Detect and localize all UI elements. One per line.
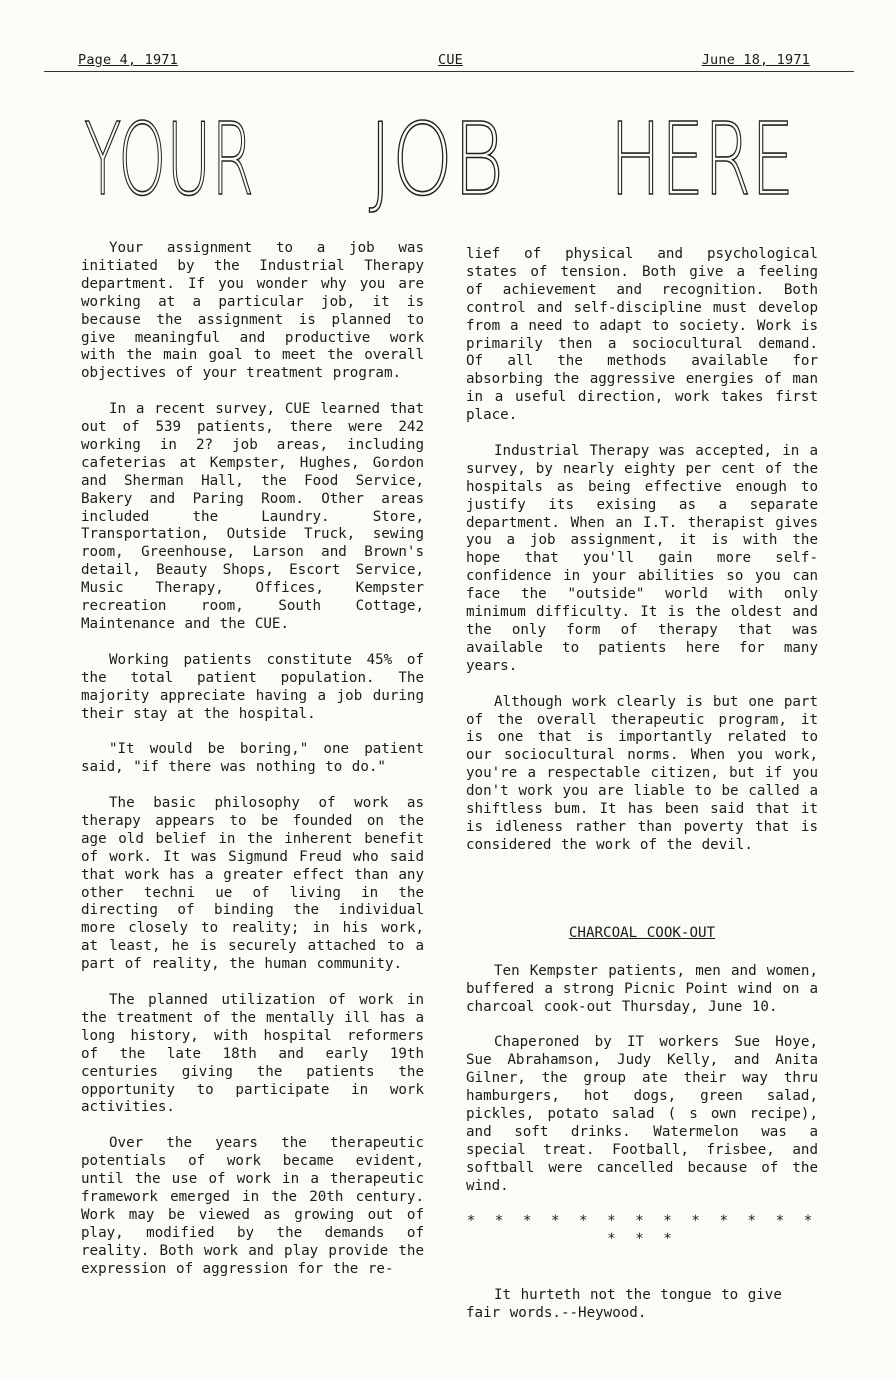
article-paragraph: "It would be boring," one patient said, "if there was nothing to do." — [81, 741, 424, 776]
article-paragraph: The planned utilization of work in the treatment of the mentally ill has a long history, with hospital reformers of the late 18th and early 19th centuries giving the patients the opportunity to participate in work activities. — [81, 991, 424, 1116]
article-paragraph: Industrial Therapy was accepted, in a survey, by nearly eighty per cent of the hospitals as being effective enough to justify its exising as a separate department. When an I.T. therapist gives you a job assignment, it is with the hope that you'll gain more self-confidence in your abilities so you can face the "outside" world with only minimum difficulty. It is the oldest and the only form of therapy that was available to patients here for many years. — [466, 442, 818, 674]
left-column — [81, 240, 424, 1296]
article-paragraph: In a recent survey, CUE learned that out of 539 patients, there were 242 working in 2? job areas, including cafeterias at Kempster, Hughes, Gordon and Sherman Hall, the Food Service, Bakery and Paring Room. Other areas included the Laundry. Store, Transportation, Outside Truck, sewing room, Greenhouse, Larson and Brown's detail, Beauty Shops, Escort Service, Music Therapy, Offices, Kempster recreation room, South Cottage, Maintenance and the CUE. — [81, 401, 424, 633]
header-rule — [44, 71, 854, 72]
page-header — [44, 52, 854, 72]
separator: * * * * * * * * * * * * * * * * — [466, 1213, 818, 1248]
right-column — [466, 246, 818, 1341]
headline-word-2: JOB — [369, 101, 504, 218]
cookout-title: CHARCOAL COOK-OUT — [568, 924, 716, 941]
article-paragraph: Over the years the therapeutic potentials of work became evident, until the use of work in a therapeutic framework emerged in the 20th century. Work may be viewed as growing out of play, modified by the demands of reality. Both work and play provide the expression of aggression for the re- — [81, 1135, 424, 1277]
article-paragraph: The basic philosophy of work as therapy appears to be founded on the age old belief in the inherent benefit of work. It was Sigmund Freud who said that work has a greater effect than any other techni ue of living in the directing of binding the individual more closely to reality; in his work, at least, he is securely attached to a part of reality, the human community. — [81, 795, 424, 973]
page-number: Page 4, 1971 — [78, 52, 178, 68]
article-paragraph: Working patients constitute 45% of the total patient population. The majority appreciate having a job during their stay at the hospital. — [81, 651, 424, 722]
headline-word-3: HERE — [610, 101, 794, 218]
article-paragraph: lief of physical and psychological states of tension. Both give a feeling of achievement and recognition. Both control and self-discipline must develop from a need to adapt to society. Work is primarily then a sociocultural demand. Of all the methods available for absorbing the aggressive energies of man in a useful direction, work takes first place. — [466, 246, 818, 424]
cookout-paragraph: Chaperoned by IT workers Sue Hoye, Sue Abrahamson, Judy Kelly, and Anita Gilner, the group ate their way thru hamburgers, hot dogs, green salad, pickles, potato salad ( s own recipe), and soft drinks. Watermelon was a special treat. Football, frisbee, and softball were cancelled because of the wind. — [466, 1034, 818, 1194]
article-paragraph: Your assignment to a job was initiated by the Industrial Therapy department. If you wonder why you are working at a particular job, it is because the assignment is planned to give meaningful and productive work with the main goal to meet the overall objectives of your treatment program. — [81, 240, 424, 382]
closing-quote: It hurteth not the tongue to give fair words.--Heywood. — [466, 1287, 782, 1322]
article-paragraph: Although work clearly is but one part of the overall therapeutic program, it is one that is importantly related to our sociocultural norms. When you work, you're a respectable citizen, but if you don't work you are liable to be called a shiftless bum. It has been said that it is idleness rather than poverty that is considered the work of the devil. — [466, 693, 818, 853]
cookout-paragraph: Ten Kempster patients, men and women, buffered a strong Picnic Point wind on a charcoal cook-out Thursday, June 10. — [466, 962, 818, 1015]
publication-name: CUE — [438, 52, 463, 68]
headline — [84, 101, 794, 218]
issue-date: June 18, 1971 — [701, 52, 810, 68]
headline-word-1: YOUR — [84, 101, 254, 218]
